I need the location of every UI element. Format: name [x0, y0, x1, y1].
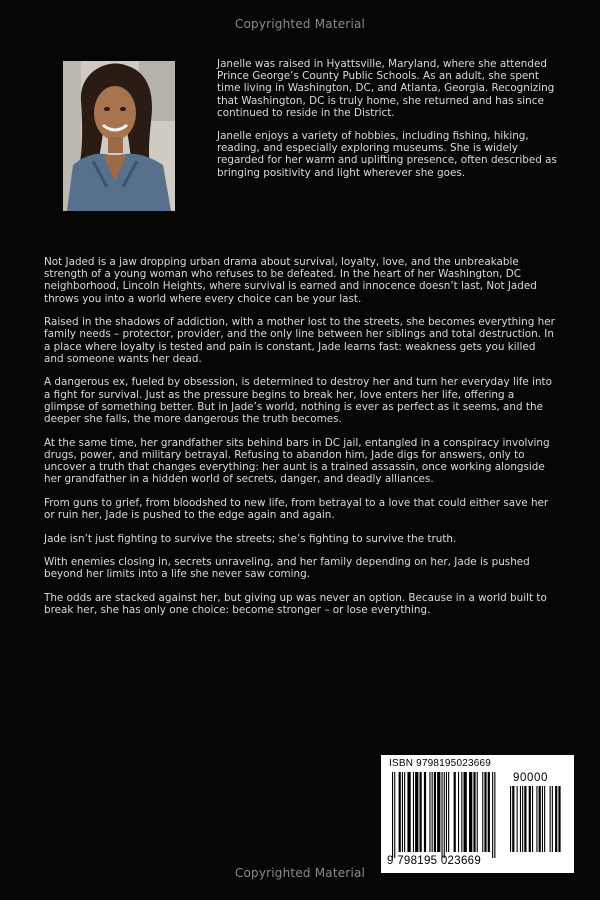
blurb-paragraph: Not Jaded is a jaw dropping urban drama about survival, loyalty, love, and the unbreakable strength of a young woman who refuses to be defeated. In the heart of her Washington, DC neighborhood, Lincoln Heights, where survival is earned and innocence doesn’t last, Not Jaded throws you into a world where every choice can be your last.: [44, 256, 537, 305]
barcode-bar: [482, 772, 483, 852]
barcode-bar: [550, 786, 551, 852]
barcode-bar: [542, 786, 543, 852]
price-code: 90000: [513, 772, 548, 784]
barcode-bar: [424, 772, 426, 852]
barcode-bar: [529, 786, 531, 852]
bio-paragraph: Janelle enjoys a variety of hobbies, including fishing, hiking, reading, and especially exploring museums. She is widely regarded for her warm and uplifting presence, often described as bringing positivity and light wherever she goes.: [217, 130, 557, 179]
isbn-barcode: [381, 755, 574, 873]
author-bio: [217, 58, 557, 190]
ean-barcode-bars: [392, 772, 504, 858]
barcode-bar: [477, 772, 478, 852]
barcode-bar: [469, 772, 472, 852]
barcode-bar: [473, 772, 475, 852]
barcode-bar: [536, 786, 537, 852]
barcode-bar: [524, 786, 526, 852]
barcode-bar: [464, 772, 467, 852]
barcode-bar: [413, 772, 414, 852]
barcode-bar: [522, 786, 523, 852]
addon-barcode-bars: [510, 786, 566, 858]
barcode-bar: [544, 786, 545, 852]
barcode-bar: [434, 772, 436, 852]
barcode-bar: [461, 772, 462, 852]
blurb-paragraph: A dangerous ex, fueled by obsession, is determined to destroy her and turn her everyday life into a fight for survival. Just as the pressure begins to break her, love enters her life, offering a glimpse of something better. But in Jade’s world, nothing is ever as perfect as it seems, and the deeper she falls, the more dangerous the truth becomes.: [44, 376, 552, 426]
barcode-bar: [492, 772, 493, 858]
barcode-bar: [488, 772, 490, 852]
book-blurb: [44, 256, 558, 628]
barcode-bar: [555, 786, 557, 852]
barcode-bar: [512, 786, 514, 852]
blurb-paragraph: With enemies closing in, secrets unraveling, and her family depending on her, Jade is pushed beyond her limits into a life she never saw coming.: [44, 556, 530, 581]
barcode-bar: [415, 772, 418, 852]
blurb-paragraph: Raised in the shadows of addiction, with a mother lost to the streets, she becomes everything her family needs – protector, provider, and the only line between her siblings and total destruction. In a place where loyalty is tested and pain is constant, Jade learns fast: weakness gets you killed and someone wants her dead.: [44, 316, 555, 365]
blurb-paragraph: At the same time, her grandfather sits behind bars in DC jail, entangled in a conspiracy involving drugs, power, and military betrayal. Refusing to abandon him, Jade digs for answers, only to uncover a truth that changes everything: her aunt is a trained assassin, once working alongside her grandfather in a hidden world of secrets, danger, and deadly alliances.: [44, 436, 550, 486]
barcode-bar: [392, 772, 393, 858]
blurb-paragraph: Jade isn’t just fighting to survive the streets; she’s fighting to survive the truth.: [44, 532, 457, 545]
barcode-bar: [448, 772, 449, 852]
barcode-bar: [552, 786, 553, 852]
barcode-bar: [510, 786, 511, 852]
barcode-bar: [429, 772, 430, 852]
barcode-bar: [420, 772, 422, 852]
barcode-bar: [558, 786, 560, 852]
barcode-bar: [394, 772, 395, 858]
copyright-watermark-top: Copyrighted Material: [234, 17, 366, 31]
barcode-bar: [532, 786, 533, 852]
isbn-label: ISBN 9798195023669: [389, 758, 492, 769]
barcode-bar: [404, 772, 405, 852]
barcode-bar: [399, 772, 401, 852]
copyright-watermark-bottom: Copyrighted Material: [234, 866, 366, 880]
barcode-bar: [402, 772, 403, 852]
barcode-bar: [407, 772, 410, 852]
barcode-bar: [442, 772, 443, 858]
blurb-paragraph: From guns to grief, from bloodshed to new life, from betrayal to a love that could either save her or ruin her, Jade is pushed to the edge again and again.: [44, 496, 549, 522]
barcode-bar: [432, 772, 433, 852]
author-photo: [63, 61, 175, 211]
barcode-bar: [444, 772, 445, 858]
barcode-bar: [454, 772, 456, 852]
barcode-bar: [539, 786, 541, 852]
blurb-paragraph: The odds are stacked against her, but giving up was never an option. Because in a world built to break her, she has only one choice: become stronger – or lose everything.: [44, 592, 547, 617]
barcode-bar: [446, 772, 447, 852]
ean-digits: 9 798195 023669: [387, 855, 482, 867]
barcode-bar: [520, 786, 521, 852]
barcode-bar: [494, 772, 495, 858]
barcode-bar: [458, 772, 459, 852]
bio-paragraph: Janelle was raised in Hyattsville, Maryland, where she attended Prince George’s County Public Schools. As an adult, she spent time living in Washington, DC, and Atlanta, Georgia. Recognizing that Washington, DC is truly home, she returned and has since continued to reside in the District.: [217, 58, 555, 119]
barcode-bar: [484, 772, 486, 852]
barcode-bar: [437, 772, 440, 852]
barcode-bar: [517, 786, 518, 852]
